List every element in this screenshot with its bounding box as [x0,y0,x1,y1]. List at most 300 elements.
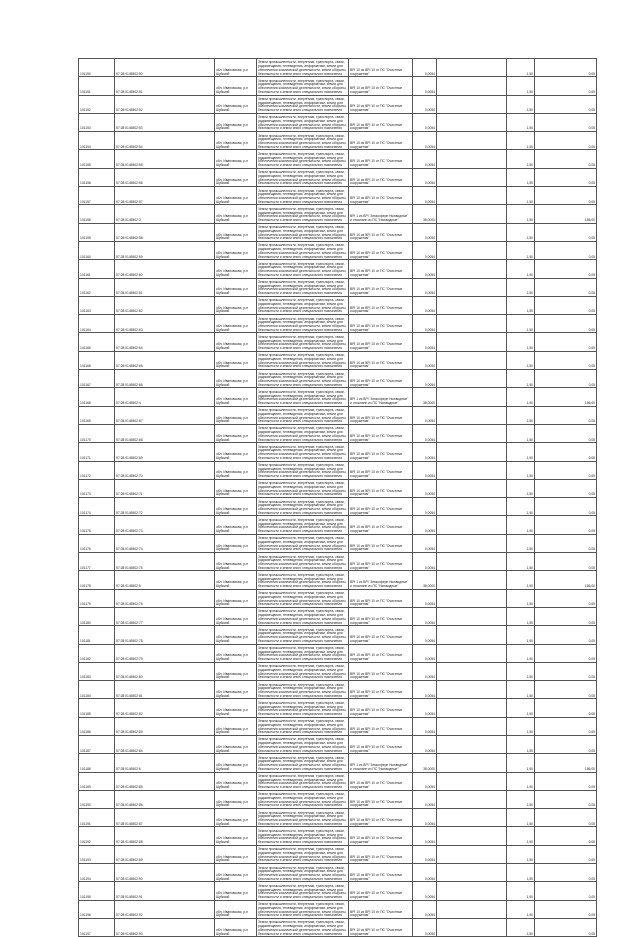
tax-rate-cell: 1,50 [507,406,535,424]
cadastral-number: 57:28:0145502:57 [115,187,215,205]
area-cell: 0,0054 [413,790,437,808]
table-row [79,461,597,479]
cadastral-number: 57:28:0145502:61 [115,278,215,296]
area-cell: 0,0054 [413,900,437,918]
land-category-cell: Земли промышленности, энергетики, транспорта, связи, радиовещания, телевидения, информатики, земли для обеспечения космической деятельности, земли обороны, безопасности и земли иного специального назначения [257,626,349,644]
tax-rate-cell: 1,50 [507,827,535,845]
cadastral-number: 57:28:0145502:90 [115,864,215,882]
tax-amount-cell: 0,05 [535,516,597,534]
row-number: 101194 [79,864,115,882]
empty-cell [437,95,507,113]
table-row [79,827,597,845]
table-row [79,278,597,296]
cadastral-number: 57:28:0145502:51 [115,77,215,95]
address-cell: обл. Ивановская, р-н Шуйский [215,809,257,827]
table-row [79,333,597,351]
address-cell: обл. Ивановская, р-н Шуйский [215,278,257,296]
empty-cell [437,59,507,77]
permitted-use-cell: ВРI 10 из ВРI 10 от ПС "Очистные сооружения" [349,900,413,918]
area-cell: 0,0054 [413,406,437,424]
cadastral-number: 57:28:0145502:71 [115,479,215,497]
tax-amount-cell: 0,05 [535,187,597,205]
address-cell: обл. Ивановская, р-н Шуйский [215,113,257,131]
table-row [79,790,597,808]
area-cell: 0,0054 [413,461,437,479]
empty-cell [437,370,507,388]
area-cell: 0,0054 [413,351,437,369]
tax-amount-cell: 0,05 [535,918,597,936]
address-cell: обл. Ивановская, р-н Шуйский [215,790,257,808]
permitted-use-cell: ВРI 10 из ВРI 10 от ПС "Очистные сооружения" [349,827,413,845]
table-row [79,187,597,205]
tax-rate-cell: 1,50 [507,589,535,607]
row-number: 101159 [79,223,115,241]
empty-cell [437,260,507,278]
tax-rate-cell: 1,50 [507,754,535,772]
area-cell: 0,0054 [413,370,437,388]
permitted-use-cell: ВРI 10 из ВРI 10 от ПС "Очистные сооружения" [349,113,413,131]
permitted-use-cell: ВРI 10 из ВРI 10 от ПС "Очистные сооружения" [349,626,413,644]
tax-rate-cell: 1,50 [507,662,535,680]
tax-amount-cell: 0,05 [535,772,597,790]
tax-amount-cell: 0,05 [535,443,597,461]
row-number: 101175 [79,516,115,534]
tax-amount-cell: 0,05 [535,278,597,296]
permitted-use-cell: ВРI 10 из ВРI 10 от ПС "Очистные сооружения" [349,278,413,296]
tax-amount-cell: 0,05 [535,406,597,424]
row-number: 101177 [79,553,115,571]
table-row [79,113,597,131]
table-row [79,717,597,735]
empty-cell [437,333,507,351]
tax-rate-cell: 1,50 [507,681,535,699]
empty-cell [437,168,507,186]
permitted-use-cell: ВРI 10 из ВРI 10 от ПС "Очистные сооружения" [349,662,413,680]
table-row [79,370,597,388]
permitted-use-cell: ВРI 10 из ВРI 10 от ПС "Очистные сооружения" [349,864,413,882]
land-category-cell: Земли промышленности, энергетики, транспорта, связи, радиовещания, телевидения, информатики, земли для обеспечения космической деятельности, земли обороны, безопасности и земли иного специального назначения [257,900,349,918]
address-cell: обл. Ивановская, р-н Шуйский [215,681,257,699]
row-number: 101171 [79,443,115,461]
address-cell: обл. Ивановская, р-н Шуйский [215,187,257,205]
empty-cell [437,241,507,259]
land-category-cell: Земли промышленности, энергетики, транспорта, связи, радиовещания, телевидения, информатики, земли для обеспечения космической деятельности, земли обороны, безопасности и земли иного специального назначения [257,187,349,205]
table-row [79,516,597,534]
land-category-cell: Земли промышленности, энергетики, транспорта, связи, радиовещания, телевидения, информатики, земли для обеспечения космической деятельности, земли обороны, безопасности и земли иного специального назначения [257,333,349,351]
tax-rate-cell: 1,50 [507,790,535,808]
area-cell: 0,0054 [413,864,437,882]
permitted-use-cell: ВРI 10 из ВРI 10 от ПС "Очистные сооружения" [349,168,413,186]
address-cell: обл. Ивановская, р-н Шуйский [215,479,257,497]
tax-rate-cell: 1,50 [507,699,535,717]
address-cell: обл. Ивановская, р-н Шуйский [215,443,257,461]
address-cell: обл. Ивановская, р-н Шуйский [215,589,257,607]
row-number: 101168 [79,388,115,406]
row-number: 101156 [79,168,115,186]
address-cell: обл. Ивановская, р-н Шуйский [215,168,257,186]
address-cell: обл. Ивановская, р-н Шуйский [215,351,257,369]
permitted-use-cell: ВРI 1 из ВРI "Атмосферн Ньюводные" и отсыпанн из ПС "Ньюводные" [349,388,413,406]
row-number: 101181 [79,626,115,644]
area-cell: 0,0054 [413,223,437,241]
row-number: 101180 [79,607,115,625]
empty-cell [437,205,507,223]
row-number: 101183 [79,662,115,680]
cadastral-number: 57:28:0145502:80 [115,662,215,680]
row-number: 101169 [79,406,115,424]
land-category-cell: Земли промышленности, энергетики, транспорта, связи, радиовещания, телевидения, информатики, земли для обеспечения космической деятельности, земли обороны, безопасности и земли иного специального назначения [257,59,349,77]
land-category-cell: Земли промышленности, энергетики, транспорта, связи, радиовещания, телевидения, информатики, земли для обеспечения космической деятельности, земли обороны, безопасности и земли иного специального назначения [257,205,349,223]
tax-amount-cell: 0,05 [535,882,597,900]
tax-amount-cell: 0,05 [535,735,597,753]
cadastral-number: 57:28:0145502:83 [115,717,215,735]
cadastral-number: 57:28:0145502:5 [115,571,215,589]
area-cell: 0,0054 [413,845,437,863]
tax-rate-cell: 1,50 [507,772,535,790]
empty-cell [437,553,507,571]
empty-cell [437,735,507,753]
tax-amount-cell: 186,00 [535,754,597,772]
table-row [79,296,597,314]
cadastral-number: 57:28:0145502:76 [115,589,215,607]
permitted-use-cell: ВРI 10 из ВРI 10 от ПС "Очистные сооружения" [349,461,413,479]
land-category-cell: Земли промышленности, энергетики, транспорта, связи, радиовещания, телевидения, информатики, земли для обеспечения космической деятельности, земли обороны, безопасности и земли иного специального назначения [257,223,349,241]
tax-rate-cell: 1,50 [507,351,535,369]
area-cell: 0,0054 [413,772,437,790]
address-cell: обл. Ивановская, р-н Шуйский [215,918,257,936]
permitted-use-cell: ВРI 10 из ВРI 10 от ПС "Очистные сооружения" [349,809,413,827]
permitted-use-cell: ВРI 10 из ВРI 10 от ПС "Очистные сооружения" [349,699,413,717]
empty-cell [437,754,507,772]
table-row [79,845,597,863]
row-number: 101165 [79,333,115,351]
land-category-cell: Земли промышленности, энергетики, транспорта, связи, радиовещания, телевидения, информатики, земли для обеспечения космической деятельности, земли обороны, безопасности и земли иного специального назначения [257,150,349,168]
empty-cell [437,809,507,827]
empty-cell [437,150,507,168]
empty-cell [437,388,507,406]
tax-amount-cell: 0,05 [535,845,597,863]
table-row [79,424,597,442]
row-number: 101189 [79,772,115,790]
row-number: 101190 [79,790,115,808]
row-number: 101160 [79,241,115,259]
tax-rate-cell: 1,50 [507,278,535,296]
area-cell: 0,0054 [413,498,437,516]
empty-cell [437,424,507,442]
table-row [79,132,597,150]
table-row [79,571,597,589]
tax-amount-cell: 0,05 [535,168,597,186]
table-row [79,809,597,827]
row-number: 101170 [79,424,115,442]
row-number: 101166 [79,351,115,369]
row-number: 101187 [79,735,115,753]
area-cell: 0,0054 [413,113,437,131]
cadastral-number: 57:28:0145502:72 [115,498,215,516]
table-row [79,351,597,369]
land-category-cell: Земли промышленности, энергетики, транспорта, связи, радиовещания, телевидения, информатики, земли для обеспечения космической деятельности, земли обороны, безопасности и земли иного специального назначения [257,717,349,735]
cadastral-number: 57:28:0145502:92 [115,900,215,918]
tax-amount-cell: 0,05 [535,589,597,607]
permitted-use-cell: ВРI 10 из ВРI 10 от ПС "Очистные сооружения" [349,223,413,241]
land-category-cell: Земли промышленности, энергетики, транспорта, связи, радиовещания, телевидения, информатики, земли для обеспечения космической деятельности, земли обороны, безопасности и земли иного специального назначения [257,827,349,845]
tax-amount-cell: 0,05 [535,809,597,827]
land-category-cell: Земли промышленности, энергетики, транспорта, связи, радиовещания, телевидения, информатики, земли для обеспечения космической деятельности, земли обороны, безопасности и земли иного специального назначения [257,534,349,552]
table-row [79,626,597,644]
land-category-cell: Земли промышленности, энергетики, транспорта, связи, радиовещания, телевидения, информатики, земли для обеспечения космической деятельности, земли обороны, безопасности и земли иного специального назначения [257,370,349,388]
row-number: 101184 [79,681,115,699]
land-category-cell: Земли промышленности, энергетики, транспорта, связи, радиовещания, телевидения, информатики, земли для обеспечения космической деятельности, земли обороны, безопасности и земли иного специального назначения [257,918,349,936]
tax-rate-cell: 1,50 [507,479,535,497]
tax-amount-cell: 0,05 [535,699,597,717]
table-row [79,241,597,259]
row-number: 101178 [79,571,115,589]
empty-cell [437,918,507,936]
tax-amount-cell: 0,05 [535,534,597,552]
permitted-use-cell: ВРI 10 из ВРI 10 от ПС "Очистные сооружения" [349,77,413,95]
area-cell: 0,0054 [413,187,437,205]
row-number: 101155 [79,150,115,168]
tax-amount-cell: 0,05 [535,59,597,77]
tax-rate-cell: 1,50 [507,571,535,589]
row-number: 101193 [79,845,115,863]
cadastral-number: 57:28:0145502:58 [115,223,215,241]
land-category-cell: Земли промышленности, энергетики, транспорта, связи, радиовещания, телевидения, информатики, земли для обеспечения космической деятельности, земли обороны, безопасности и земли иного специального назначения [257,589,349,607]
tax-rate-cell: 1,50 [507,864,535,882]
area-cell: 0,0054 [413,516,437,534]
table-row [79,260,597,278]
address-cell: обл. Ивановская, р-н Шуйский [215,424,257,442]
land-category-cell: Земли промышленности, энергетики, транспорта, связи, радиовещания, телевидения, информатики, земли для обеспечения космической деятельности, земли обороны, безопасности и земли иного специального назначения [257,864,349,882]
tax-rate-cell: 1,50 [507,918,535,936]
address-cell: обл. Ивановская, р-н Шуйский [215,864,257,882]
permitted-use-cell: ВРI 1 из ВРI "Атмосферн Ньюводные" и отсыпанн из ПС "Ньюводные" [349,571,413,589]
row-number: 101195 [79,882,115,900]
land-category-cell: Земли промышленности, энергетики, транспорта, связи, радиовещания, телевидения, информатики, земли для обеспечения космической деятельности, земли обороны, безопасности и земли иного специального назначения [257,498,349,516]
tax-rate-cell: 1,50 [507,95,535,113]
table-row [79,150,597,168]
cadastral-number: 57:28:0145502:54 [115,132,215,150]
address-cell: обл. Ивановская, р-н Шуйский [215,95,257,113]
tax-rate-cell: 1,50 [507,735,535,753]
area-cell: 0,0054 [413,589,437,607]
tax-amount-cell: 0,05 [535,626,597,644]
tax-amount-cell: 0,05 [535,370,597,388]
tax-rate-cell: 1,50 [507,241,535,259]
permitted-use-cell: ВРI 10 из ВРI 10 от ПС "Очистные сооружения" [349,150,413,168]
empty-cell [437,681,507,699]
address-cell: обл. Ивановская, р-н Шуйский [215,534,257,552]
cadastral-number: 57:28:0145502:4 [115,388,215,406]
empty-cell [437,113,507,131]
row-number: 101163 [79,296,115,314]
table-row [79,644,597,662]
tax-rate-cell: 1,50 [507,59,535,77]
permitted-use-cell: ВРI 10 из ВРI 10 от ПС "Очистные сооружения" [349,187,413,205]
land-category-cell: Земли промышленности, энергетики, транспорта, связи, радиовещания, телевидения, информатики, земли для обеспечения космической деятельности, земли обороны, безопасности и земли иного специального назначения [257,699,349,717]
permitted-use-cell: ВРI 10 из ВРI 10 от ПС "Очистные сооружения" [349,241,413,259]
tax-rate-cell: 1,50 [507,187,535,205]
table-row [79,59,597,77]
tax-amount-cell: 0,05 [535,864,597,882]
row-number: 101157 [79,187,115,205]
area-cell: 0,0054 [413,260,437,278]
row-number: 101186 [79,717,115,735]
land-tax-table [78,58,597,937]
permitted-use-cell: ВРI 10 из ВРI 10 от ПС "Очистные сооружения" [349,717,413,735]
address-cell: обл. Ивановская, р-н Шуйский [215,644,257,662]
tax-amount-cell: 186,00 [535,205,597,223]
area-cell: 38,0000 [413,571,437,589]
address-cell: обл. Ивановская, р-н Шуйский [215,315,257,333]
row-number: 101162 [79,278,115,296]
empty-cell [437,882,507,900]
address-cell: обл. Ивановская, р-н Шуйский [215,223,257,241]
tax-amount-cell: 0,05 [535,132,597,150]
table-row [79,772,597,790]
permitted-use-cell: ВРI 10 из ВРI 10 от ПС "Очистные сооружения" [349,443,413,461]
address-cell: обл. Ивановская, р-н Шуйский [215,370,257,388]
empty-cell [437,717,507,735]
tax-rate-cell: 1,50 [507,809,535,827]
address-cell: обл. Ивановская, р-н Шуйский [215,699,257,717]
land-category-cell: Земли промышленности, энергетики, транспорта, связи, радиовещания, телевидения, информатики, земли для обеспечения космической деятельности, земли обороны, безопасности и земли иного специального назначения [257,479,349,497]
area-cell: 0,0054 [413,827,437,845]
table-row [79,553,597,571]
area-cell: 0,0054 [413,296,437,314]
land-category-cell: Земли промышленности, энергетики, транспорта, связи, радиовещания, телевидения, информатики, земли для обеспечения космической деятельности, земли обороны, безопасности и земли иного специального назначения [257,278,349,296]
empty-cell [437,534,507,552]
tax-rate-cell: 1,50 [507,644,535,662]
cadastral-number: 57:28:0145502:89 [115,845,215,863]
tax-amount-cell: 0,05 [535,260,597,278]
land-category-cell: Земли промышленности, энергетики, транспорта, связи, радиовещания, телевидения, информатики, земли для обеспечения космической деятельности, земли обороны, безопасности и земли иного специального назначения [257,644,349,662]
tax-amount-cell: 0,05 [535,717,597,735]
land-category-cell: Земли промышленности, энергетики, транспорта, связи, радиовещания, телевидения, информатики, земли для обеспечения космической деятельности, земли обороны, безопасности и земли иного специального назначения [257,424,349,442]
area-cell: 0,0054 [413,681,437,699]
tax-rate-cell: 1,50 [507,882,535,900]
address-cell: обл. Ивановская, р-н Шуйский [215,205,257,223]
tax-rate-cell: 1,50 [507,553,535,571]
row-number: 101179 [79,589,115,607]
empty-cell [437,443,507,461]
address-cell: обл. Ивановская, р-н Шуйский [215,333,257,351]
permitted-use-cell: ВРI 10 из ВРI 10 от ПС "Очистные сооружения" [349,534,413,552]
tax-amount-cell: 0,05 [535,900,597,918]
land-category-cell: Земли промышленности, энергетики, транспорта, связи, радиовещания, телевидения, информатики, земли для обеспечения космической деятельности, земли обороны, безопасности и земли иного специального назначения [257,443,349,461]
address-cell: обл. Ивановская, р-н Шуйский [215,150,257,168]
tax-amount-cell: 0,05 [535,644,597,662]
tax-rate-cell: 1,50 [507,607,535,625]
land-category-cell: Земли промышленности, энергетики, транспорта, связи, радиовещания, телевидения, информатики, земли для обеспечения космической деятельности, земли обороны, безопасности и земли иного специального назначения [257,516,349,534]
tax-amount-cell: 0,05 [535,333,597,351]
permitted-use-cell: ВРI 1 из ВРI "Атмосферн Ньюводные" и отсыпанн из ПС "Ньюводные" [349,754,413,772]
address-cell: обл. Ивановская, р-н Шуйский [215,735,257,753]
area-cell: 0,0054 [413,95,437,113]
area-cell: 0,0054 [413,607,437,625]
empty-cell [437,132,507,150]
permitted-use-cell: ВРI 10 из ВРI 10 от ПС "Очистные сооружения" [349,260,413,278]
empty-cell [437,626,507,644]
cadastral-number: 57:28:0145502:81 [115,681,215,699]
tax-rate-cell: 1,50 [507,260,535,278]
permitted-use-cell: ВРI 10 из ВРI 10 от ПС "Очистные сооружения" [349,296,413,314]
cadastral-number: 57:28:0145502:50 [115,59,215,77]
area-cell: 0,0054 [413,662,437,680]
table-row [79,388,597,406]
permitted-use-cell: ВРI 10 из ВРI 10 от ПС "Очистные сооружения" [349,351,413,369]
address-cell: обл. Ивановская, р-н Шуйский [215,388,257,406]
tax-rate-cell: 1,50 [507,717,535,735]
tax-rate-cell: 1,50 [507,315,535,333]
permitted-use-cell: ВРI 10 из ВРI 10 от ПС "Очистные сооружения" [349,59,413,77]
permitted-use-cell: ВРI 10 из ВРI 10 от ПС "Очистные сооружения" [349,424,413,442]
tax-rate-cell: 1,50 [507,900,535,918]
row-number: 101192 [79,827,115,845]
land-category-cell: Земли промышленности, энергетики, транспорта, связи, радиовещания, телевидения, информатики, земли для обеспечения космической деятельности, земли обороны, безопасности и земли иного специального назначения [257,845,349,863]
land-category-cell: Земли промышленности, энергетики, транспорта, связи, радиовещания, телевидения, информатики, земли для обеспечения космической деятельности, земли обороны, безопасности и земли иного специального назначения [257,882,349,900]
cadastral-number: 57:28:0145502:78 [115,626,215,644]
row-number: 101173 [79,479,115,497]
area-cell: 0,0054 [413,626,437,644]
permitted-use-cell: ВРI 10 из ВРI 10 от ПС "Очистные сооружения" [349,918,413,936]
address-cell: обл. Ивановская, р-н Шуйский [215,132,257,150]
tax-rate-cell: 1,50 [507,333,535,351]
cadastral-number: 57:28:0145502:75 [115,553,215,571]
tax-rate-cell: 1,50 [507,845,535,863]
land-category-cell: Земли промышленности, энергетики, транспорта, связи, радиовещания, телевидения, информатики, земли для обеспечения космической деятельности, земли обороны, безопасности и земли иного специального назначения [257,132,349,150]
cadastral-number: 57:28:0145502:53 [115,113,215,131]
permitted-use-cell: ВРI 10 из ВРI 10 от ПС "Очистные сооружения" [349,772,413,790]
cadastral-number: 57:28:0145502:70 [115,461,215,479]
tax-rate-cell: 1,50 [507,626,535,644]
land-category-cell: Земли промышленности, энергетики, транспорта, связи, радиовещания, телевидения, информатики, земли для обеспечения космической деятельности, земли обороны, безопасности и земли иного специального назначения [257,681,349,699]
row-number: 101161 [79,260,115,278]
permitted-use-cell: ВРI 10 из ВРI 10 от ПС "Очистные сооружения" [349,479,413,497]
tax-rate-cell: 1,50 [507,461,535,479]
address-cell: обл. Ивановская, р-н Шуйский [215,461,257,479]
address-cell: обл. Ивановская, р-н Шуйский [215,882,257,900]
tax-rate-cell: 1,50 [507,534,535,552]
address-cell: обл. Ивановская, р-н Шуйский [215,516,257,534]
permitted-use-cell: ВРI 10 из ВРI 10 от ПС "Очистные сооружения" [349,315,413,333]
row-number: 101158 [79,205,115,223]
cadastral-number: 57:28:0145502:66 [115,370,215,388]
cadastral-number: 57:28:0145502:59 [115,241,215,259]
permitted-use-cell: ВРI 10 из ВРI 10 от ПС "Очистные сооружения" [349,589,413,607]
table-row [79,699,597,717]
cadastral-number: 57:28:0145502:67 [115,406,215,424]
land-category-cell: Земли промышленности, энергетики, транспорта, связи, радиовещания, телевидения, информатики, земли для обеспечения космической деятельности, земли обороны, безопасности и земли иного специального назначения [257,607,349,625]
permitted-use-cell: ВРI 10 из ВРI 10 от ПС "Очистные сооружения" [349,370,413,388]
table-row [79,168,597,186]
table-row [79,864,597,882]
area-cell: 0,0054 [413,443,437,461]
cadastral-number: 57:28:0145502:93 [115,918,215,936]
cadastral-number: 57:28:0145502:85 [115,772,215,790]
cadastral-number: 57:28:0145502:55 [115,150,215,168]
area-cell: 0,0054 [413,59,437,77]
address-cell: обл. Ивановская, р-н Шуйский [215,662,257,680]
tax-amount-cell: 0,05 [535,315,597,333]
cadastral-number: 57:28:0145502:73 [115,516,215,534]
tax-rate-cell: 1,50 [507,296,535,314]
cadastral-number: 57:28:0145502:63 [115,315,215,333]
tax-amount-cell: 0,05 [535,607,597,625]
empty-cell [437,479,507,497]
empty-cell [437,571,507,589]
cadastral-number: 57:28:0145502:68 [115,424,215,442]
